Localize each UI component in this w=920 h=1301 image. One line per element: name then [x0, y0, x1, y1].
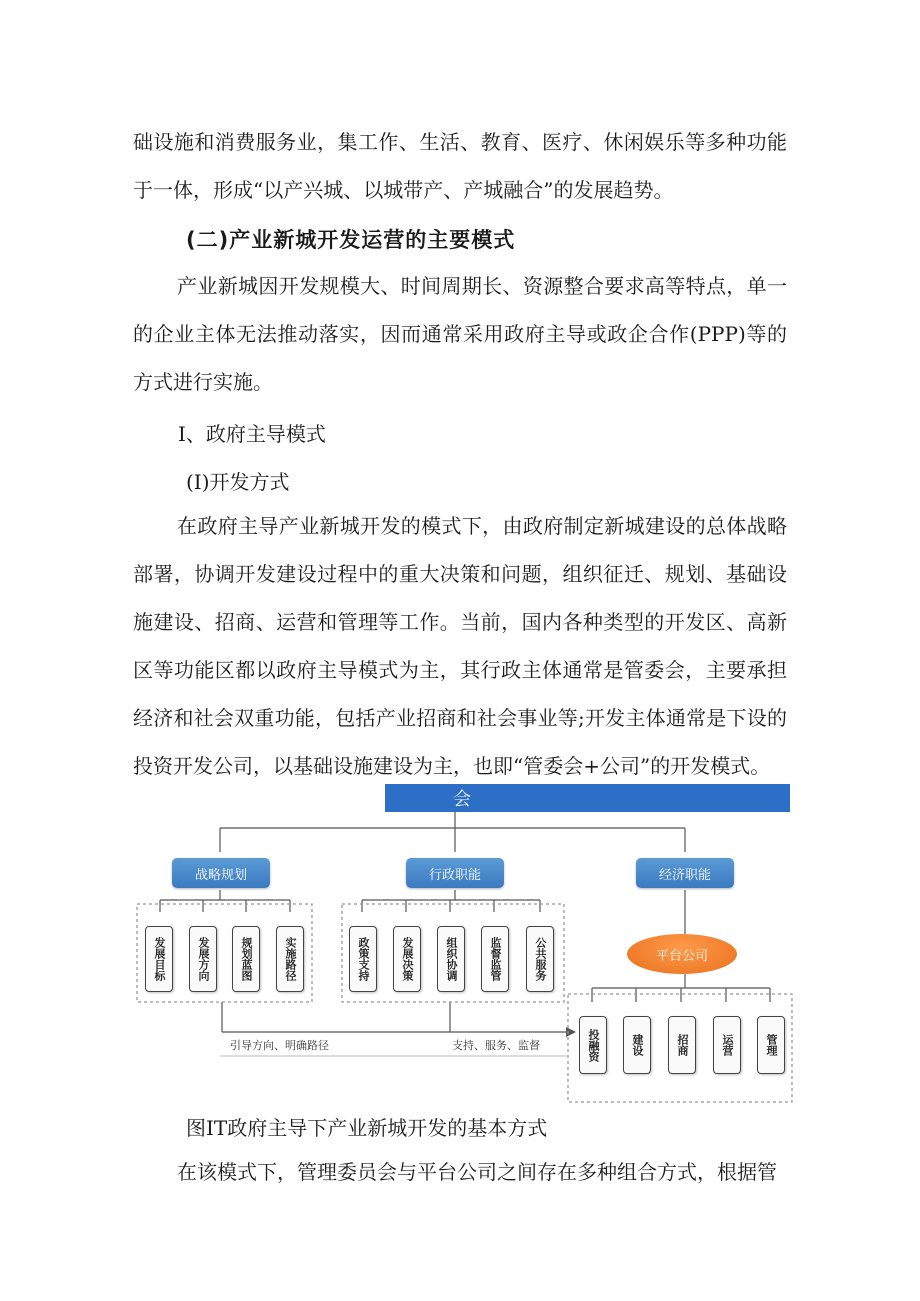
card-construction: 建设 — [623, 1016, 651, 1074]
card-policy: 政策支持 — [349, 926, 377, 992]
paragraph-1: 础设施和消费服务业，集工作、生活、教育、医疗、休闲娱乐等多种功能于一体，形成“以产兴城、以城带产、产城融合”的发展趋势。 — [133, 130, 787, 202]
section-heading: (二)产业新城开发运营的主要模式 — [186, 228, 516, 252]
paragraph-3: 在政府主导产业新城开发的模式下，由政府制定新城建设的总体战略部署，协调开发建设过程中的重大决策和问题，组织征迁、规划、基础设施建设、招商、运营和管理等工作。当前，国内各种类型的开发区、高新区等功能区都以政府主导模式为主，其行政主体通常是管委会，主要承担经济和社会双重功能，包括产业招商和社会事业等;开发主体通常是下设的投资开发公司，以基础设施建设为主，也即“管委会+公司”的开发模式。 — [133, 514, 787, 778]
card-investment: 招商 — [668, 1016, 696, 1074]
committee-box: 会 — [385, 784, 790, 812]
card-operation: 运营 — [713, 1016, 741, 1074]
card-management: 管理 — [757, 1016, 785, 1074]
card-blueprint: 规划蓝图 — [232, 926, 260, 992]
card-path: 实施路径 — [276, 926, 304, 992]
label-support: 支持、服务、监督 — [452, 1039, 540, 1052]
org-diagram — [130, 780, 795, 1120]
figure-caption: 图IT政府主导下产业新城开发的基本方式 — [186, 1116, 548, 1140]
card-coordination: 组织协调 — [437, 926, 465, 992]
platform-company-oval: 平台公司 — [627, 934, 737, 974]
paragraph-2: 产业新城因开发规模大、时间周期长、资源整合要求高等特点，单一的企业主体无法推动落实，因而通常采用政府主导或政企合作(PPP)等的方式进行实施。 — [133, 274, 787, 394]
admin-box: 行政职能 — [406, 858, 504, 888]
card-financing: 投融资 — [579, 1016, 607, 1074]
subsection-title: I、政府主导模式 — [178, 422, 326, 446]
economic-box: 经济职能 — [636, 858, 734, 888]
strategy-box: 战略规划 — [172, 858, 270, 888]
label-guide: 引导方向、明确路径 — [230, 1039, 329, 1052]
card-supervision: 监督监管 — [481, 926, 509, 992]
paragraph-4: 在该模式下，管理委员会与平台公司之间存在多种组合方式，根据管 — [177, 1160, 777, 1184]
card-direction: 发展方向 — [189, 926, 217, 992]
card-decision: 发展决策 — [393, 926, 421, 992]
card-public-service: 公共服务 — [526, 926, 554, 992]
card-goal: 发展目标 — [145, 926, 173, 992]
subsubsection-title: (I)开发方式 — [186, 470, 290, 494]
